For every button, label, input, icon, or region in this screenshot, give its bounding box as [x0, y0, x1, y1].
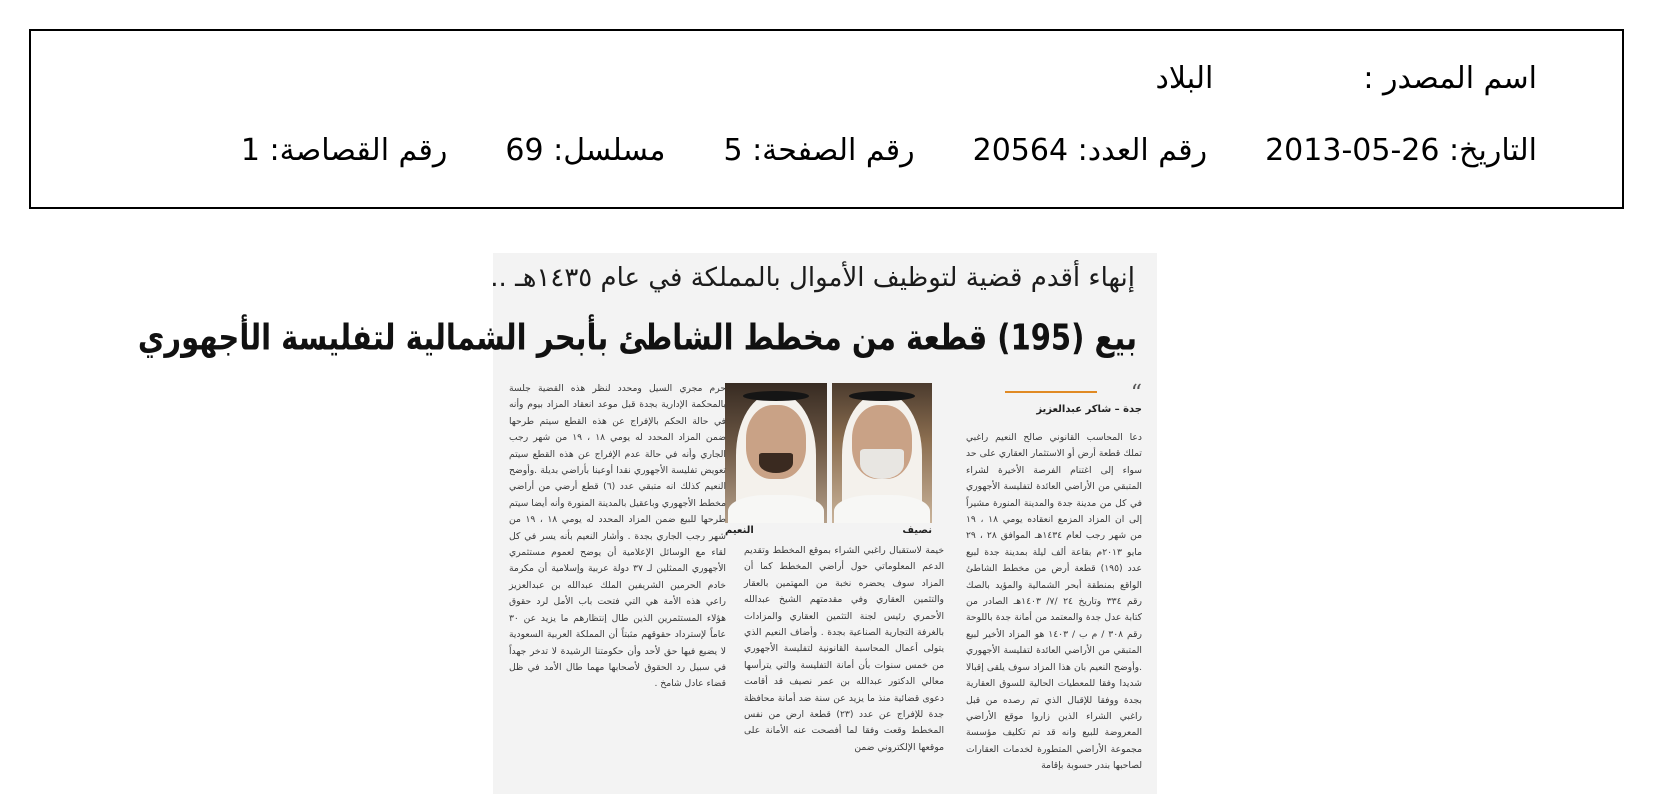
- page-number-field: رقم الصفحة: 5: [723, 133, 915, 168]
- photo-caption-naeem: النعيم: [725, 523, 827, 539]
- portrait-photo-naeem: [725, 383, 827, 523]
- portrait-agal: [849, 391, 915, 401]
- article-column-left: [509, 381, 726, 693]
- portrait-photo-naseef: [832, 383, 932, 523]
- source-row: [1156, 59, 1537, 99]
- newspaper-clipping: [137, 253, 1157, 794]
- article-column-right: [966, 430, 1142, 775]
- column-right-text: دعا المحاسب القانوني صالح النعيم راغبي تملك قطعة أرض أو الاستثمار العقاري على حد سواء إلى اغتنام الفرصة الأخيرة لشراء المتبقي من الأراضي العائدة لتفليسة الأجهوري في كل من مدينة جدة والمدينة المنورة مشيراً إلى ان المزاد المزمع انعقاده يومي ١٨ ، ١٩ من شهر رجب لعام ١٤٣٤هـ الموافق ٢٨ ، ٢٩ مايو ٢٠١٣م بقاعة ألف ليلة بمدينة جدة لبيع عدد (١٩٥) قطعة أرض من مخطط الشاطئ الواقع بمنطقة أبحر الشمالية والمؤيد بالصك رقم ٣٣٤ وتاريخ ٢٤ /٧/ ١٤٠٣هـ الصادر من كتابة عدل جدة والمعتمد من أمانة جدة باللوحة رقم ٣٠٨ / م ب / ١٤٠٣ هو المزاد الأخير لبيع المتبقي من الأراضي العائدة لتفليسة الأجهوري .وأوضح النعيم بان هذا المزاد سوف يلقى إقبالا شديدا وفقا للمعطيات الحالية للسوق العقارية بجدة ووفقا للإقبال الذي تم رصده من قبل راغبي الشراء الذين زاروا موقع الأراضي المعروضة للبيع وانه قد تم تكليف مؤسسة مجموعة الأراضي المتطورة لخدمات العقارات لصاحبها بندر حسوبة بإقامة: [966, 432, 1143, 772]
- source-value: البلاد: [1155, 61, 1214, 96]
- issue-number-field: رقم العدد: 20564: [972, 133, 1208, 168]
- clipping-metadata-box: [29, 29, 1624, 209]
- details-row: [241, 131, 1537, 171]
- column-middle-text: خيمة لاستقبال راغبي الشراء بموقع المخطط وتقديم الدعم المعلوماتي حول أراضي المخطط كما أن المزاد سوف يحضره نخبة من المهتمين بالعقار والتثمين العقاري وفي مقدمتهم الشيخ عبدالله الأحمري رئيس لجنة التثمين العقاري والمزادات بالغرفة التجارية الصناعية بجدة . وأضاف النعيم الذي يتولى أعمال المحاسبة القانونية لتفليسة الأجهوري من خمس سنوات بأن أمانة التفليسة والتي يترأسها معالي الدكتور عبدالله بن عمر نصيف قد أقامت دعوى قضائية منذ ما يزيد عن سنة ضد أمانة محافظة جدة للإفراج عن عدد (٢٣) قطعة ارض من نفس المخطط وقعت وفقا لما أفصحت عنه الأمانة على موقعها الإلكتروني ضمن: [744, 545, 944, 753]
- clipping-number-field: رقم القصاصة: 1: [240, 133, 448, 168]
- date-field: التاريخ: 26-05-2013: [1265, 133, 1537, 168]
- quote-icon: “: [1130, 381, 1142, 406]
- portrait-agal: [743, 391, 809, 401]
- source-label: اسم المصدر :: [1363, 61, 1537, 96]
- column-left-text: حرم مجري السيل ومحدد لنظر هذه القضية جلسة بالمحكمة الإدارية بجدة قبل موعد انعقاد المزاد بيوم وأنه في حالة الحكم بالإفراج عن هذه القطع سيتم طرحها ضمن المزاد المحدد له يومي ١٨ ، ١٩ من شهر رجب الجاري وأنه في حالة عدم الإفراج عن هذه القطع سيتم تعويض تفليسة الأجهوري نقدا أوعينا بأراضي بديلة .وأوضح النعيم كذلك انه متبقي عدد (٦) قطع أرضي من أراضي مخطط الأجهوري وباعقيل بالمدينة المنورة وأنه أيضا سيتم طرحها للبيع ضمن المزاد المحدد له يومي ١٨ ، ١٩ من شهر رجب الجاري بجدة . وأشار النعيم بأنه يسر في كل لقاء مع الوسائل الإعلامية أن يوضح لعموم مستثمري الأجهوري الممثلين لـ ٣٧ دولة عربية وإسلامية أن مكرمة خادم الحرمين الشريفين الملك عبدالله بن عبدالعزيز راعي هذه الأمة هي التي فتحت باب الأمل لرد حقوق هؤلاء المستثمرين الذين طال إنتظارهم ما يزيد عن ٣٠ عاماً لإسترداد حقوقهم مثبتاً أن المملكة العربية السعودية لا يضيع فيها حق لأحد وأن حكومتنا الرشيدة لا تدخر جهداً في سبيل رد الحقوق لأصحابها مهما طال الأمد في ظل قضاء عادل شامخ .: [509, 383, 726, 690]
- article-headline: بيع (195) قطعة من مخطط الشاطئ بأبحر الشمالية لتفليسة الأجهوري: [137, 316, 1137, 359]
- article-byline: جدة – شاكر عبدالعزيز: [1036, 404, 1142, 415]
- article-kicker: إنهاء أقدم قضية لتوظيف الأموال بالمملكة في عام ١٤٣٥هـ ..: [490, 263, 1135, 293]
- serial-field: مسلسل: 69: [505, 133, 666, 168]
- photo-caption-naseef: نصيف: [832, 523, 932, 539]
- article-column-middle: [744, 543, 944, 756]
- portrait-beard: [860, 449, 904, 479]
- accent-rule: [1005, 391, 1097, 393]
- portrait-beard: [759, 453, 793, 473]
